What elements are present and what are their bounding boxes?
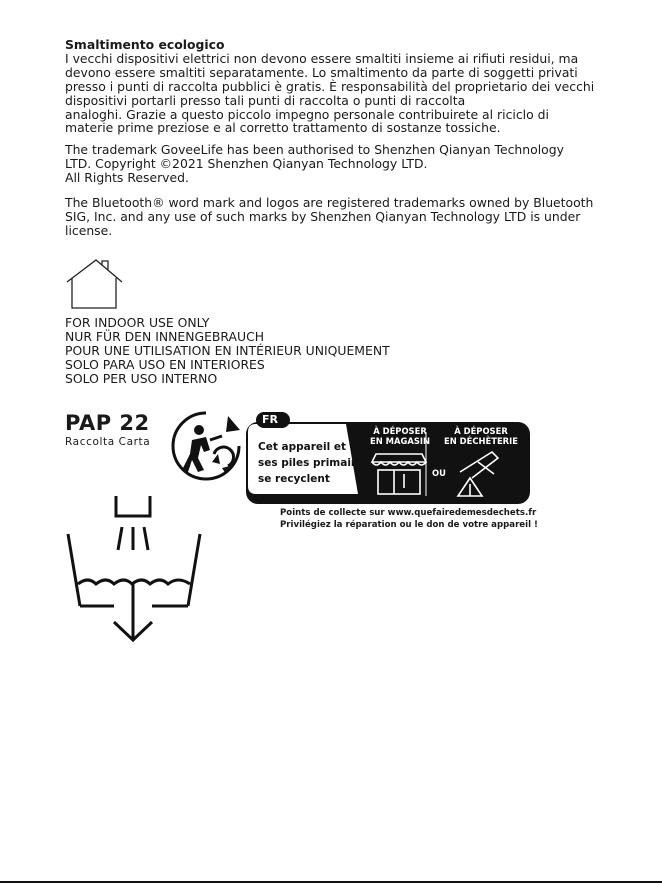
fr-dump-label-line: EN DÉCHÈTERIE bbox=[444, 436, 518, 446]
bluetooth-line: The Bluetooth® word mark and logos are registered trademarks owned by Bluetooth bbox=[65, 195, 594, 210]
indoor-line: SOLO PARA USO EN INTERIORES bbox=[65, 356, 265, 372]
fr-footer-line: Points de collecte sur www.quefairedemesdechets.fr bbox=[280, 508, 537, 518]
fr-store-label-line: EN MAGASIN bbox=[370, 436, 430, 446]
bluetooth-line: SIG, Inc. and any use of such marks by Shenzhen Qianyan Technology LTD is under bbox=[65, 208, 581, 224]
fr-dump-label-line: À DÉPOSER bbox=[454, 426, 508, 436]
indoor-line: FOR INDOOR USE ONLY bbox=[65, 315, 210, 330]
trademark-line: The trademark GoveeLife has been authorised to Shenzhen Qianyan Technology bbox=[65, 142, 564, 157]
fr-dump-label bbox=[440, 426, 522, 446]
disposal-section bbox=[65, 38, 605, 135]
fr-store-label-line: À DÉPOSER bbox=[373, 426, 427, 436]
bluetooth-line: license. bbox=[65, 222, 113, 238]
fr-badge: FR bbox=[262, 413, 278, 426]
fr-footer bbox=[280, 507, 538, 531]
fr-recycling-panel bbox=[246, 412, 530, 504]
triman-icon bbox=[170, 410, 242, 486]
disposal-line: I vecchi dispositivi elettrici non devono essere smaltiti insieme ai rifiuti residui, ma bbox=[65, 50, 579, 66]
disposal-line: materie prime preziose e al corretto trattamento di sostanze tossiche. bbox=[65, 120, 501, 136]
no-wash-drain-icon bbox=[66, 494, 202, 650]
disposal-line: presso i punti di raccolta pubblici è gratis. È responsabilità del proprietario dei vecchi bbox=[65, 78, 595, 94]
disposal-line: analoghi. Grazie a questo piccolo impegno personale contribuirete al riciclo di bbox=[65, 106, 549, 122]
fr-store-label bbox=[368, 426, 432, 446]
fr-left-line: Cet appareil et bbox=[258, 441, 346, 453]
trademark-line: LTD. Copyright ©2021 Shenzhen Qianyan Technology LTD. bbox=[65, 155, 428, 171]
indoor-section bbox=[65, 316, 605, 386]
trademark-line: All Rights Reserved. bbox=[65, 169, 189, 185]
fr-left-text bbox=[258, 439, 370, 487]
trademark-section bbox=[65, 143, 605, 185]
disposal-line: devono essere smaltiti separatamente. Lo smaltimento da parte di soggetti privati bbox=[65, 64, 578, 80]
bluetooth-section bbox=[65, 196, 605, 238]
fr-left-line: se recyclent bbox=[258, 473, 330, 485]
indoor-line: SOLO PER USO INTERNO bbox=[65, 370, 218, 386]
fr-or-label: OU bbox=[432, 468, 446, 478]
fr-left-line: ses piles primaires bbox=[258, 457, 370, 469]
disposal-heading: Smaltimento ecologico bbox=[65, 37, 225, 52]
indoor-line: NUR FÜR DEN INNENGEBRAUCH bbox=[65, 328, 265, 344]
fr-footer-line: Privilégiez la réparation ou le don de votre appareil ! bbox=[280, 520, 538, 530]
pap-label: Raccolta Carta bbox=[65, 436, 151, 448]
pap-code: PAP 22 bbox=[65, 411, 150, 435]
indoor-line: POUR UNE UTILISATION EN INTÉRIEUR UNIQUEMENT bbox=[65, 342, 390, 358]
disposal-line: dispositivi portarli presso tali punti di raccolta o punti di raccolta bbox=[65, 92, 466, 108]
house-icon bbox=[64, 258, 124, 314]
